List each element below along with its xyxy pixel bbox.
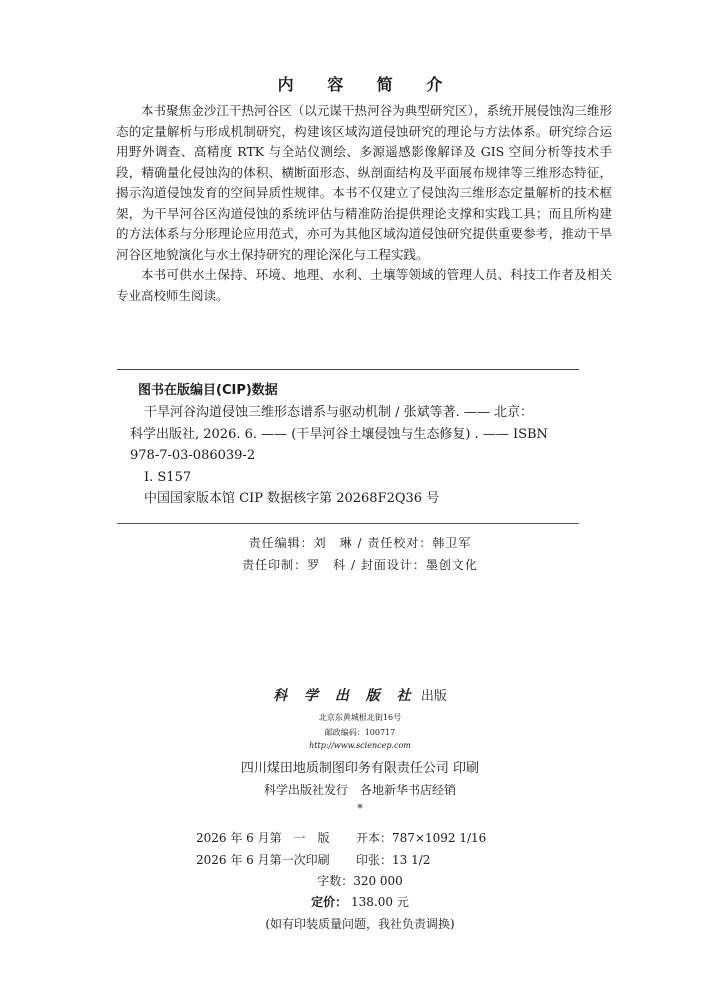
- divider-top: [117, 369, 579, 370]
- cip-line-2: 科学出版社, 2026. 6. —— (干旱河谷土壤侵蚀与生态修复) . —— ISBN: [130, 426, 548, 442]
- printer: 四川煤田地质制图印务有限责任公司 印刷: [240, 761, 480, 776]
- edition-date: 2026 年 6 月第 一 版: [196, 831, 330, 845]
- format-size: 开本：787×1092 1/16: [356, 831, 487, 845]
- editors-line-1: 责任编辑：刘 琳 / 责任校对：韩卫军: [248, 536, 472, 550]
- divider-bottom: [117, 523, 579, 524]
- quality-notice: (如有印装质量问题，我社负责调换): [265, 917, 455, 931]
- price-label: 定价：: [311, 895, 348, 909]
- publisher-postcode: 邮政编码：100717: [324, 728, 396, 737]
- publisher-address: 北京东黄城根北街16号: [318, 713, 402, 722]
- cip-record: [130, 402, 570, 510]
- abstract: [116, 101, 612, 306]
- print-sheets: 印张：13 1/2: [356, 853, 431, 867]
- publisher-suffix: 出版: [420, 689, 447, 704]
- editors-line-2: 责任印制：罗 科 / 封面设计：墨创文化: [242, 558, 478, 572]
- edition-line-2: [196, 851, 431, 868]
- abstract-paragraph-1: 本书聚焦金沙江干热河谷区（以元谋干热河谷为典型研究区），系统开展侵蚀沟三维形态的定量解析与形成机制研究，构建该区域沟道侵蚀研究的理论与方法体系。研究综合运用野外调查、高精度 RTK 与全站仪测绘、多源遥感影像解译及 GIS 空间分析等技术手段，精确量化侵蚀沟的体积、横断面形态、纵剖面结构及平面展布规律等三维形态特征，揭示沟道侵蚀发育的空间异质性规律。本书不仅建立了侵蚀沟三维形态定量解析的技术框架，为干旱河谷区沟道侵蚀的系统评估与精准防治提供理论支撑和实践工具；而且所构建的方法体系与分形理论应用范式，亦可为其他区域沟道侵蚀研究提供重要参考，推动干旱河谷区地貌演化与水土保持研究的理论深化与工程实践。: [116, 103, 612, 262]
- printing-date: 2026 年 6 月第一次印刷: [196, 853, 330, 867]
- cip-line-3: 978-7-03-086039-2: [130, 448, 256, 463]
- publisher-logo-name: 科 学 出 版 社: [273, 688, 417, 704]
- price: [0, 893, 720, 910]
- publisher-url: http://www.sciencep.com: [309, 741, 411, 750]
- publisher: [0, 685, 720, 705]
- cip-heading: 图书在版编目(CIP)数据: [138, 383, 278, 398]
- abstract-paragraph-2: 本书可供水土保持、环境、地理、水利、土壤等领域的管理人员、科技工作者及相关专业高校师生阅读。: [116, 267, 612, 303]
- price-value: 138.00 元: [351, 895, 409, 909]
- page-title: 内 容 简 介: [277, 75, 457, 94]
- edition-line-1: [196, 829, 487, 846]
- cip-line-1: 干旱河谷沟道侵蚀三维形态谱系与驱动机制 / 张斌等著. —— 北京：: [144, 405, 534, 420]
- distribution: 科学出版社发行 各地新华书店经销: [263, 783, 456, 797]
- cip-line-5: 中国国家版本馆 CIP 数据核字第 20268F2Q36 号: [144, 491, 440, 506]
- cip-line-4: Ⅰ. S157: [144, 469, 192, 485]
- word-count: 字数：320 000: [317, 874, 403, 888]
- separator-star: *: [357, 802, 363, 815]
